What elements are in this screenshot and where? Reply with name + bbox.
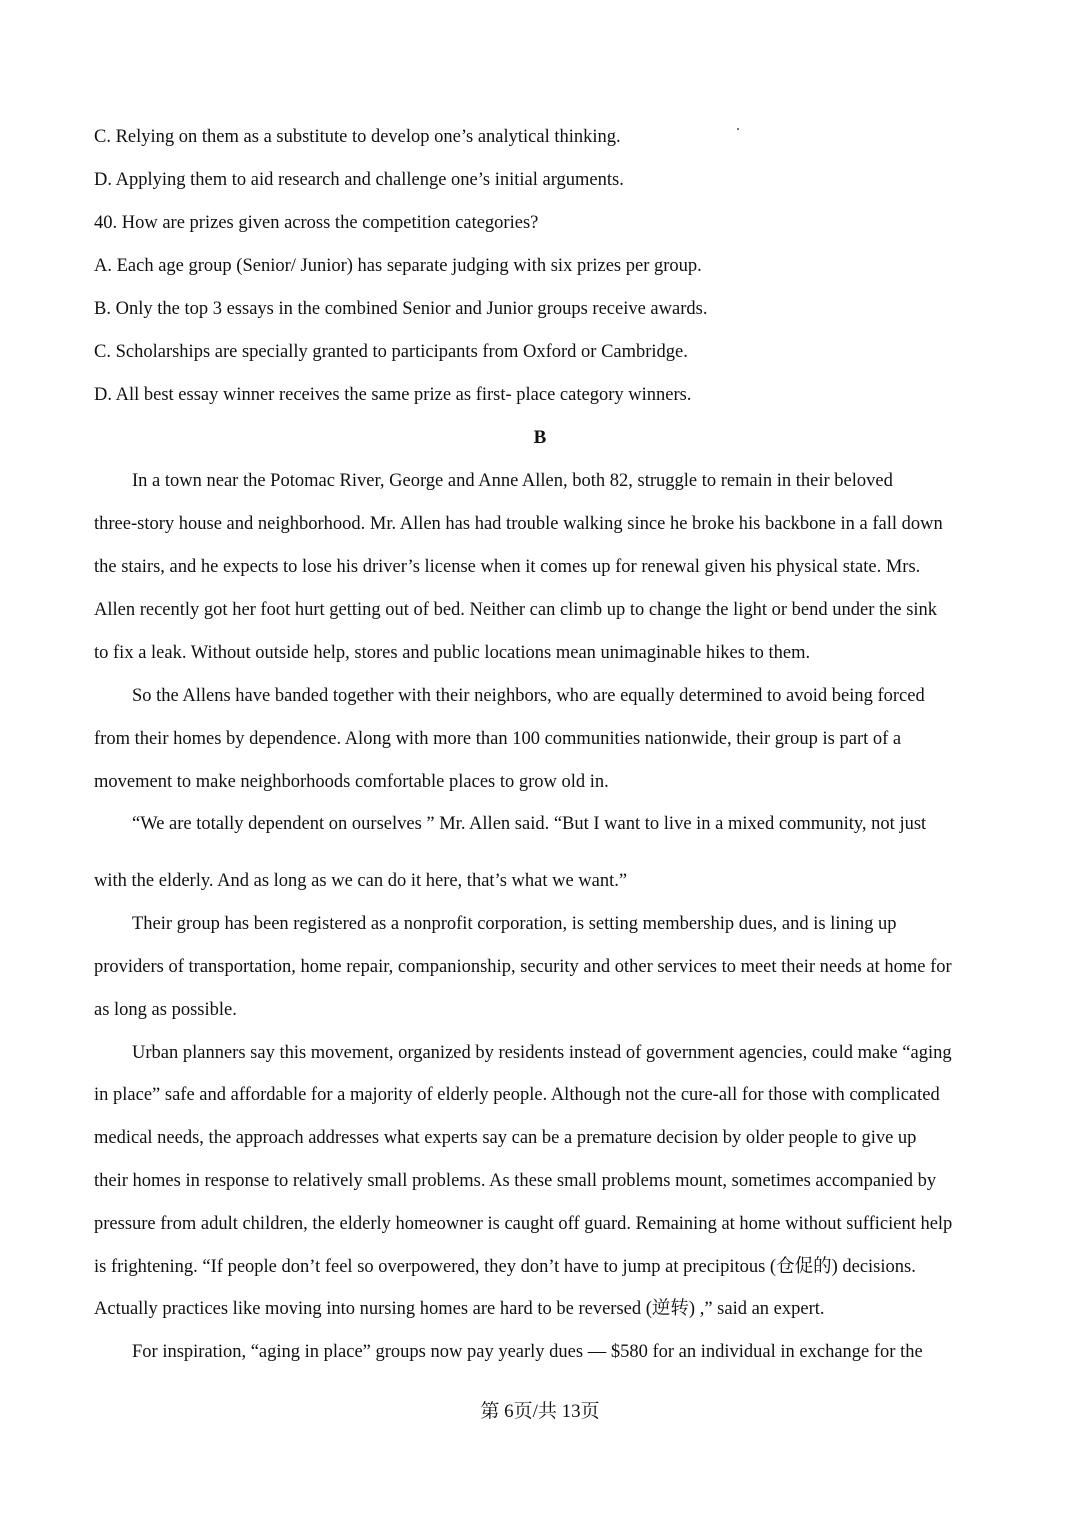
section-heading: B: [533, 427, 547, 448]
passage-line: as long as possible.: [94, 1000, 237, 1020]
passage-line: is frightening. “If people don’t feel so overpowered, they don’t have to jump at precipitous (仓促的) decisions.: [94, 1257, 916, 1277]
option-40-a: A. Each age group (Senior/ Junior) has separate judging with six prizes per group.: [94, 256, 702, 276]
passage-line: with the elderly. And as long as we can do it here, that’s what we want.”: [94, 871, 628, 891]
scan-speck: [737, 128, 739, 130]
passage-line: three-story house and neighborhood. Mr. Allen has had trouble walking since he broke his backbone in a fall down: [94, 514, 943, 534]
passage-line: the stairs, and he expects to lose his driver’s license when it comes up for renewal given his physical state. Mrs.: [94, 557, 921, 577]
passage-line: In a town near the Potomac River, George and Anne Allen, both 82, struggle to remain in their beloved: [132, 471, 893, 491]
passage-line: in place” safe and affordable for a majority of elderly people. Although not the cure-all for those with complicated: [94, 1085, 940, 1105]
passage-line: movement to make neighborhoods comfortable places to grow old in.: [94, 772, 609, 792]
passage-line: For inspiration, “aging in place” groups now pay yearly dues — $580 for an individual in exchange for the: [132, 1342, 923, 1362]
passage-line: So the Allens have banded together with their neighbors, who are equally determined to avoid being forced: [132, 686, 925, 706]
question-40-stem: 40. How are prizes given across the competition categories?: [94, 213, 539, 233]
passage-line: Urban planners say this movement, organized by residents instead of government agencies, could make “aging: [132, 1043, 952, 1063]
option-40-b: B. Only the top 3 essays in the combined Senior and Junior groups receive awards.: [94, 299, 708, 319]
passage-line: medical needs, the approach addresses what experts say can be a premature decision by older people to give up: [94, 1128, 917, 1148]
option-39-d: D. Applying them to aid research and challenge one’s initial arguments.: [94, 170, 624, 190]
passage-line: “We are totally dependent on ourselves ” Mr. Allen said. “But I want to live in a mixed community, not just: [132, 814, 927, 834]
passage-line: Allen recently got her foot hurt getting out of bed. Neither can climb up to change the light or bend under the sink: [94, 600, 938, 620]
option-39-c: C. Relying on them as a substitute to develop one’s analytical thinking.: [94, 127, 621, 147]
passage-line: pressure from adult children, the elderly homeowner is caught off guard. Remaining at home without sufficient help: [94, 1214, 953, 1234]
passage-line: providers of transportation, home repair, companionship, security and other services to meet their needs at home for: [94, 957, 952, 977]
option-40-c: C. Scholarships are specially granted to participants from Oxford or Cambridge.: [94, 342, 688, 362]
passage-line: from their homes by dependence. Along with more than 100 communities nationwide, their group is part of a: [94, 729, 902, 749]
passage-line: Their group has been registered as a nonprofit corporation, is setting membership dues, and is lining up: [132, 914, 897, 934]
passage-line: Actually practices like moving into nursing homes are hard to be reversed (逆转) ,” said an expert.: [94, 1299, 825, 1319]
passage-line: to fix a leak. Without outside help, stores and public locations mean unimaginable hikes to them.: [94, 643, 811, 663]
page-number: 第 6页/共 13页: [480, 1401, 600, 1422]
option-40-d: D. All best essay winner receives the same prize as first- place category winners.: [94, 385, 692, 405]
passage-line: their homes in response to relatively small problems. As these small problems mount, sometimes accompanied by: [94, 1171, 937, 1191]
